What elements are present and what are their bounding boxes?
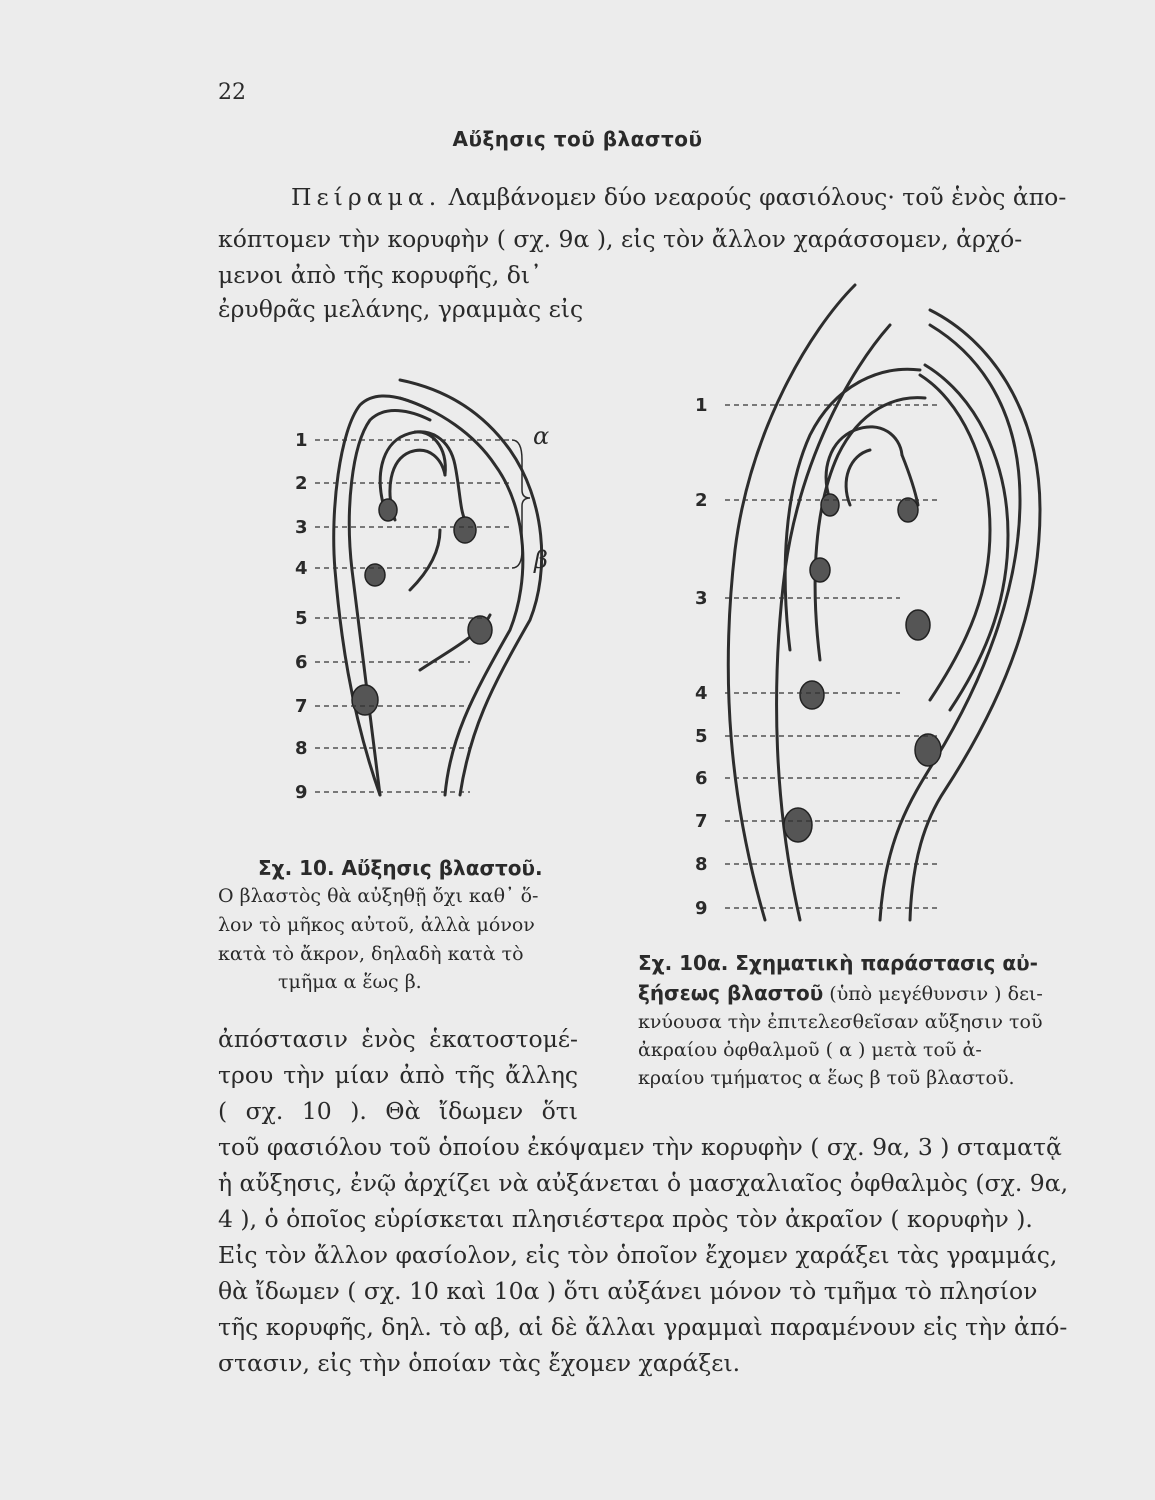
middle-line-2: τρου τὴν μίαν ἀπὸ τῆς ἄλλης: [218, 1061, 578, 1089]
fig10-label-2: 2: [295, 473, 308, 494]
fig10-label-8: 8: [295, 738, 308, 759]
fig10-caption-line-3: κατὰ τὸ ἄκρον, δηλαδὴ κατὰ τὸ: [218, 943, 524, 965]
page-number: 22: [218, 80, 246, 105]
fig10a-caption-line-1-text: (ὑπὸ μεγέθυνσιν ) δει-: [823, 983, 1043, 1005]
section-title: Αὔξησις τοῦ βλαστοῦ: [452, 127, 703, 151]
body-line-1: τοῦ φασιόλου τοῦ ὁποίου ἐκόψαμεν τὴν κορυφὴν ( σχ. 9α, 3 ) σταματᾷ: [218, 1133, 1062, 1161]
fig10-caption-line-1: Ο βλαστὸς θὰ αὐξηθῇ ὄχι καθ᾽ ὅ-: [218, 885, 539, 907]
fig10-caption-title: Σχ. 10. Αὔξησις βλαστοῦ.: [258, 856, 543, 880]
figure-10a-shoot-diagram: [690, 280, 1080, 930]
fig10a-caption-line-2: κνύουσα τὴν ἐπιτελεσθεῖσαν αὔξησιν τοῦ: [638, 1011, 1043, 1033]
fig10-label-7: 7: [295, 696, 308, 717]
fig10-label-1: 1: [295, 430, 308, 451]
experiment-lead: Πείραμα.: [291, 183, 442, 211]
fig10-label-5: 5: [295, 608, 308, 629]
fig10-label-9: 9: [295, 782, 308, 803]
fig10a-caption-line-3: ἀκραίου ὀφθαλμοῦ ( α ) μετὰ τοῦ ἀ-: [638, 1039, 982, 1061]
fig10-alpha-label: α: [533, 422, 550, 450]
fig10-label-4: 4: [295, 558, 308, 579]
fig10-caption-line-4: τμῆμα α ἕως β.: [278, 971, 422, 993]
fig10-label-6: 6: [295, 652, 308, 673]
fig10a-caption-bold: ξήσεως βλαστοῦ: [638, 981, 824, 1005]
fig10-beta-label: β: [534, 546, 548, 574]
intro-line-4: ἐρυθρᾶς μελάνης, γραμμὰς εἰς: [218, 295, 584, 323]
middle-line-3: ( σχ. 10 ). Θὰ ἴδωμεν ὅτι: [218, 1097, 578, 1125]
intro-line-3: μενοι ἀπὸ τῆς κορυφῆς, δι᾽: [218, 261, 542, 289]
fig10a-label-8: 8: [695, 854, 708, 875]
body-line-3: 4 ), ὁ ὁποῖος εὑρίσκεται πλησιέστερα πρὸς τὸν ἀκραῖον ( κορυφὴν ).: [218, 1205, 1033, 1233]
fig10a-caption-line-1: [638, 981, 1043, 1005]
fig10a-label-4: 4: [695, 683, 708, 704]
fig10a-label-3: 3: [695, 588, 708, 609]
fig10a-caption-line-4: κραίου τμήματος α ἕως β τοῦ βλαστοῦ.: [638, 1067, 1015, 1089]
fig10a-caption-title: Σχ. 10α. Σχηματικὴ παράστασις αὐ-: [638, 951, 1038, 975]
fig10a-label-7: 7: [695, 811, 708, 832]
body-line-4: Εἰς τὸν ἄλλον φασίολον, εἰς τὸν ὁποῖον ἔχομεν χαράξει τὰς γραμμάς,: [218, 1241, 1058, 1269]
body-line-6: τῆς κορυφῆς, δηλ. τὸ αβ, αἱ δὲ ἄλλαι γραμμαὶ παραμένουν εἰς τὴν ἀπό-: [218, 1313, 1068, 1341]
middle-line-1: ἀπόστασιν ἑνὸς ἑκατοστομέ-: [218, 1025, 578, 1053]
intro-line-1: [291, 183, 1067, 211]
fig10-label-3: 3: [295, 517, 308, 538]
fig10a-label-1: 1: [695, 395, 708, 416]
fig10a-label-6: 6: [695, 768, 708, 789]
body-line-7: στασιν, εἰς τὴν ὁποίαν τὰς ἔχομεν χαράξει.: [218, 1349, 741, 1377]
figure-10-shoot-diagram: [290, 370, 580, 810]
fig10a-label-5: 5: [695, 726, 708, 747]
fig10-caption-line-2: λον τὸ μῆκος αὐτοῦ, ἀλλὰ μόνον: [218, 914, 535, 936]
body-line-2: ἡ αὔξησις, ἐνῷ ἀρχίζει νὰ αὐξάνεται ὁ μασχαλιαῖος ὀφθαλμὸς (σχ. 9α,: [218, 1169, 1069, 1197]
fig10a-label-2: 2: [695, 490, 708, 511]
fig10a-label-9: 9: [695, 898, 708, 919]
body-line-5: θὰ ἴδωμεν ( σχ. 10 καὶ 10α ) ὅτι αὐξάνει μόνον τὸ τμῆμα τὸ πλησίον: [218, 1277, 1038, 1305]
intro-line-1-text: Λαμβάνομεν δύο νεαρούς φασιόλους· τοῦ ἑνὸς ἀπο-: [441, 183, 1067, 211]
intro-line-2: κόπτομεν τὴν κορυφὴν ( σχ. 9α ), εἰς τὸν ἄλλον χαράσσομεν, ἀρχό-: [218, 225, 1023, 253]
